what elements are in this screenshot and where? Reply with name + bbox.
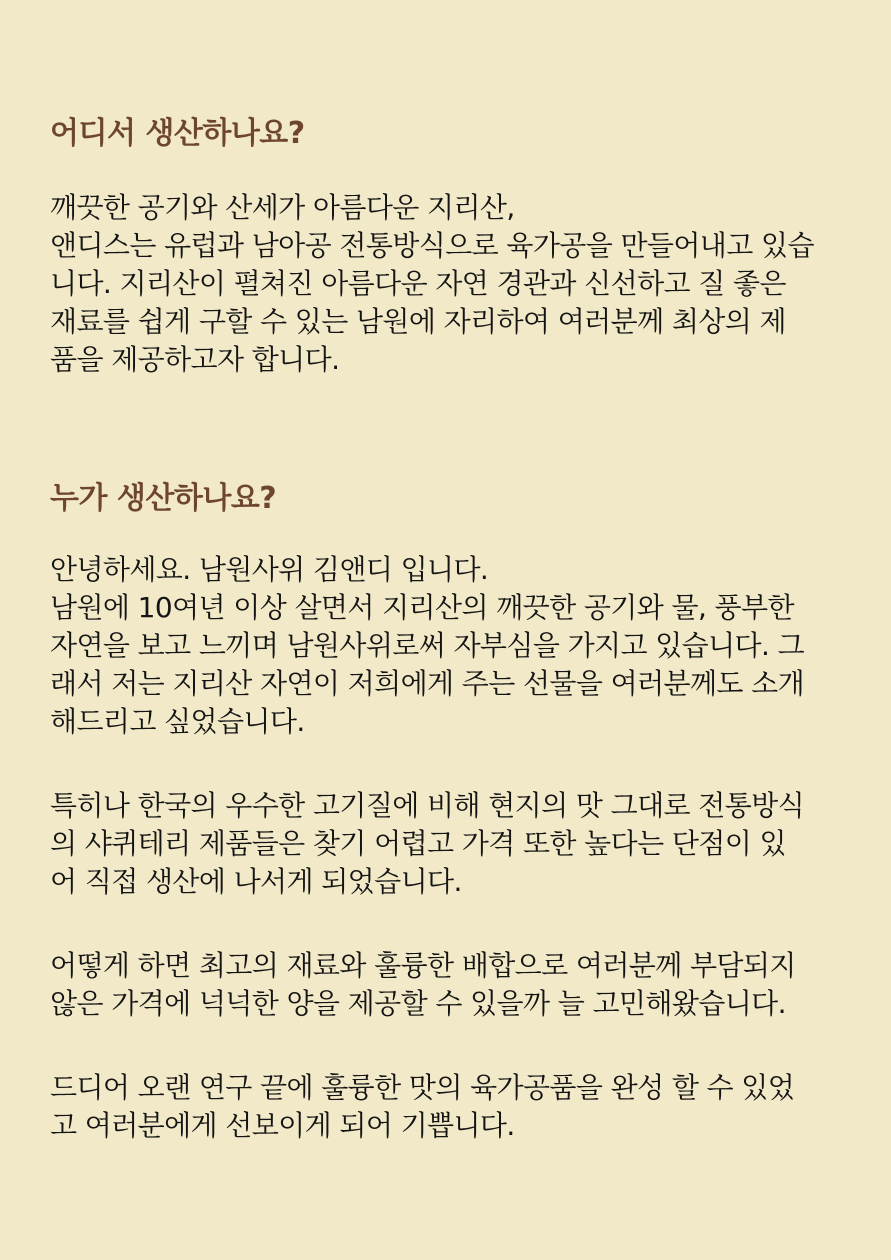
text-line: 남원에 10여년 이상 살면서 지리산의 깨끗한 공기와 물, 풍부한 [50, 591, 794, 624]
text-line: 자연을 보고 느끼며 남원사위로써 자부심을 가지고 있습니다. 그 [50, 629, 805, 662]
text-line: 안녕하세요. 남원사위 김앤디 입니다. [50, 553, 489, 586]
text-line: 어떻게 하면 최고의 재료와 훌륭한 배합으로 여러분께 부담되지 [50, 949, 796, 982]
text-line: 깨끗한 공기와 산세가 아름다운 지리산, [50, 191, 515, 224]
text-line: 해드리고 싶었습니다. [50, 705, 305, 738]
text-line: 앤디스는 유럽과 남아공 전통방식으로 육가공을 만들어내고 있습 [50, 229, 814, 262]
section-heading-where: 어디서 생산하나요? [50, 116, 305, 151]
text-line: 재료를 쉽게 구할 수 있는 남원에 자리하여 여러분께 최상의 제 [50, 305, 786, 338]
text-line: 니다. 지리산이 펼쳐진 아름다운 자연 경관과 신선하고 질 좋은 [50, 267, 786, 300]
text-line: 드디어 오랜 연구 끝에 훌륭한 맛의 육가공품을 완성 할 수 있었 [50, 1071, 795, 1104]
section-heading-who: 누가 생산하나요? [50, 481, 277, 516]
text-line: 어 직접 생산에 나서게 되었습니다. [50, 865, 462, 898]
text-line: 고 여러분에게 선보이게 되어 기쁩니다. [50, 1109, 515, 1142]
text-line: 않은 가격에 넉넉한 양을 제공할 수 있을까 늘 고민해왔습니다. [50, 987, 786, 1020]
text-line: 특히나 한국의 우수한 고기질에 비해 현지의 맛 그대로 전통방식 [50, 789, 805, 822]
text-line: 래서 저는 지리산 자연이 저희에게 주는 선물을 여러분께도 소개 [50, 667, 805, 700]
text-line: 품을 제공하고자 합니다. [50, 343, 340, 376]
text-line: 의 샤퀴테리 제품들은 찾기 어렵고 가격 또한 높다는 단점이 있 [50, 827, 786, 860]
